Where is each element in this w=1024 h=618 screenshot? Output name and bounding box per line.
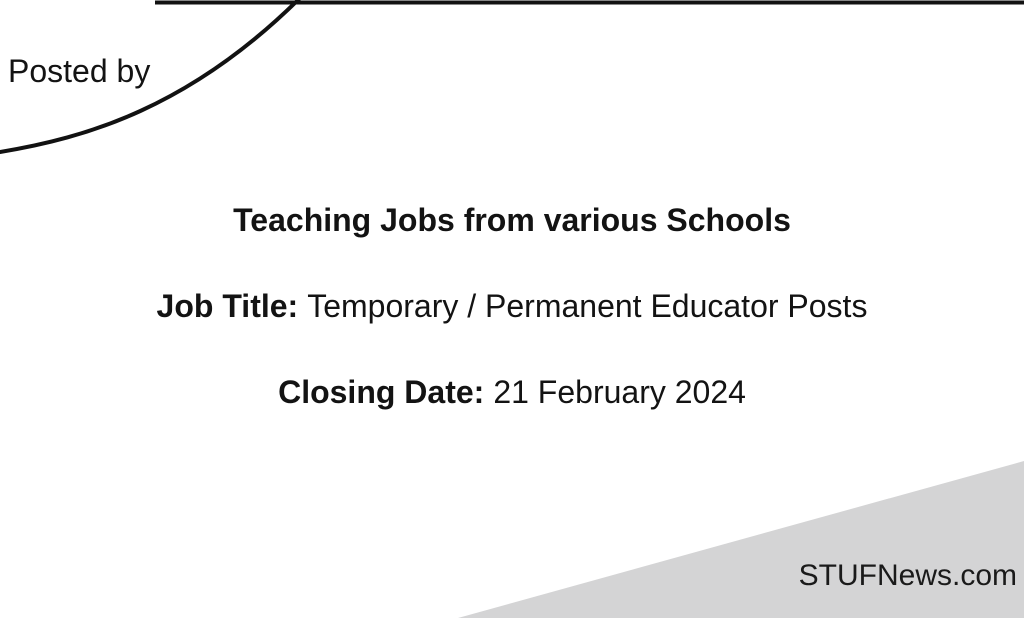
post-title: Teaching Jobs from various Schools <box>233 202 791 238</box>
closing-date-label: Closing Date: <box>278 374 485 410</box>
job-title-label: Job Title: <box>156 288 299 324</box>
posted-by-label: Posted by <box>8 53 151 89</box>
job-title-value: Temporary / Permanent Educator Posts <box>307 288 868 324</box>
corner-triangle <box>458 461 1024 618</box>
site-watermark: STUFNews.com <box>798 559 1017 592</box>
closing-date-value: 21 February 2024 <box>493 374 746 410</box>
job-title-line <box>0 290 1024 323</box>
closing-date-line <box>0 376 1024 409</box>
